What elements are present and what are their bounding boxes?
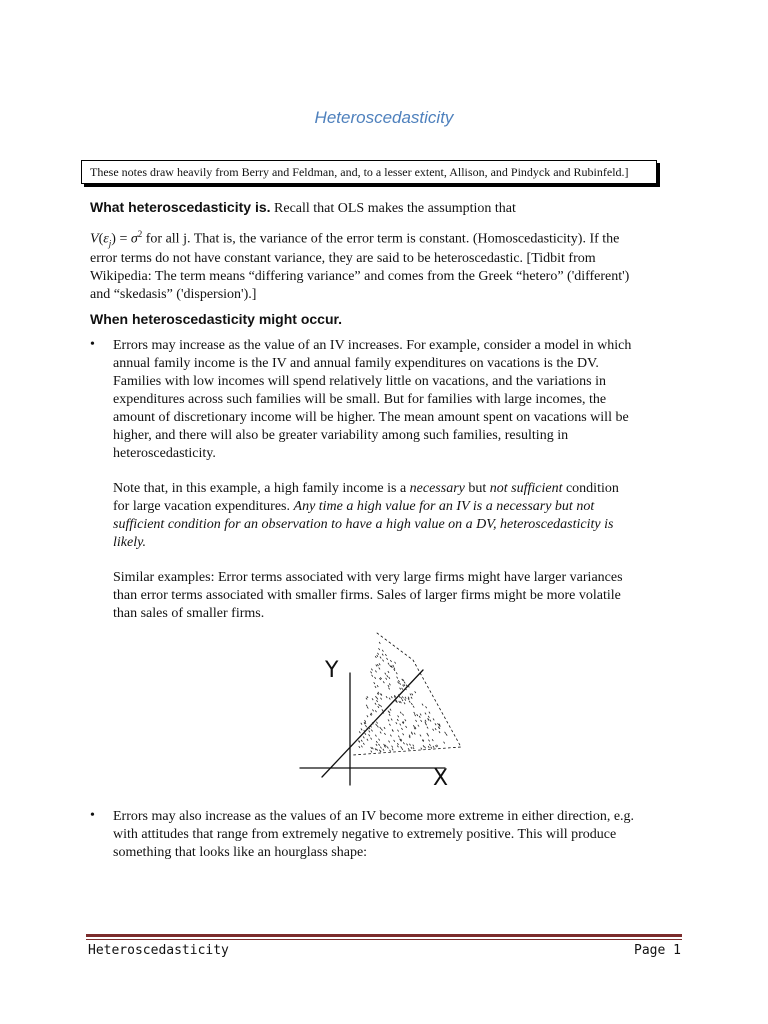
scatter-dot [379, 739, 380, 741]
scatter-dot [375, 748, 376, 750]
scatter-dot [389, 688, 390, 690]
bullet-1-line: expenditures across such families will be small. But for families with large incomes, the [113, 392, 607, 407]
scatter-dot [376, 665, 377, 667]
scatter-dot [410, 694, 411, 696]
scatter-dot [375, 703, 376, 705]
scatter-dot [413, 706, 414, 708]
scatter-dot [374, 682, 375, 684]
necessary-note [113, 480, 673, 552]
similar-examples [113, 569, 673, 623]
scatter-dot [380, 727, 381, 729]
scatter-dot [382, 709, 383, 711]
scatter-dot [378, 706, 379, 708]
formula-epsilon: ε [103, 231, 109, 247]
scatter-dot [408, 686, 409, 688]
scatter-dot [375, 677, 376, 679]
scatter-dot [380, 677, 381, 679]
scatter-dot [371, 747, 372, 749]
scatter-dot [415, 714, 416, 716]
scatter-dot [365, 733, 366, 735]
scatter-dot [433, 746, 434, 748]
scatter-dot [380, 698, 381, 700]
scatter-dot [383, 681, 384, 683]
scatter-dot [380, 732, 381, 734]
scatter-dot [430, 720, 431, 722]
scatter-dot [370, 726, 371, 728]
scatter-dot [390, 735, 391, 737]
scatter-dot [392, 729, 393, 731]
scatter-dot [371, 751, 372, 753]
scatter-dot [414, 712, 415, 714]
scatter-dot [429, 744, 430, 746]
footer-rule [86, 934, 682, 937]
scatter-dot [382, 654, 383, 656]
scatter-dot [399, 739, 400, 741]
scatter-dot [369, 731, 370, 733]
scatter-dot [359, 731, 360, 733]
scatter-dot [390, 660, 391, 662]
scatter-dot [409, 744, 410, 746]
scatter-dot [446, 734, 447, 736]
scatter-dot [392, 746, 393, 748]
scatter-dot [427, 727, 428, 729]
scatter-dot [396, 672, 397, 674]
note-emphasis: necessary [409, 481, 465, 496]
scatter-dot [385, 654, 386, 656]
scatter-dot [413, 747, 414, 749]
formula-sigma: σ [130, 231, 138, 247]
scatter-dot [367, 696, 368, 698]
scatter-dot [384, 733, 385, 735]
note-text: Note that, in this example, a high family income is a [113, 481, 410, 496]
scatter-dot [412, 693, 413, 695]
scatter-dot [404, 684, 405, 686]
scatter-dot [359, 746, 360, 748]
scatter-dot [439, 731, 440, 733]
note-text: condition [562, 481, 619, 496]
scatter-dot [395, 662, 396, 664]
scatter-dot [413, 725, 414, 727]
scatter-dot [379, 668, 380, 670]
scatter-dot [389, 741, 390, 743]
heading-what-is: What heteroscedasticity is. [90, 199, 271, 215]
scatter-dot [417, 714, 418, 716]
scatter-dot [433, 729, 434, 731]
scatter-dot [397, 730, 398, 732]
scatter-dot [383, 749, 384, 751]
note-line [113, 516, 673, 534]
scatter-dot [406, 726, 407, 728]
scatter-dot [375, 656, 376, 658]
scatter-dot [390, 750, 391, 752]
scatter-dot [439, 727, 440, 729]
source-note-box: These notes draw heavily from Berry and Feldman, and, to a lesser extent, Allison, and Pindyck and Rubinfeld.] [81, 160, 657, 184]
scatter-dot [384, 744, 385, 746]
scatter-dot [423, 745, 424, 747]
bullet-1-line: amount of discretionary income will be higher. The mean amount spent on vacations will be [113, 410, 629, 425]
bullet-1-line: annual family income is the IV and annual family expenditures on vacations is the DV. [113, 356, 599, 371]
scatter-dot [437, 745, 438, 747]
scatter-dot [390, 665, 391, 667]
scatter-dot [394, 740, 395, 742]
scatter-dot [358, 741, 359, 743]
scatter-dot [375, 710, 376, 712]
scatter-dot [418, 725, 419, 727]
scatter-dot [365, 725, 366, 727]
scatter-dot [402, 696, 403, 698]
scatter-dot [377, 685, 378, 687]
section-what [90, 198, 516, 218]
bullet-1-line: higher, and there will also be greater variability among such families, resulting in [113, 428, 569, 443]
scatter-dot [383, 660, 384, 662]
section-what-line4: Wikipedia: The term means “differing variance” and comes from the Greek “hetero” ('different') [90, 269, 630, 284]
scatter-dot [376, 749, 377, 751]
scatter-dot [361, 740, 362, 742]
scatter-dot [403, 733, 404, 735]
scatter-dot [372, 709, 373, 711]
scatter-dot [377, 726, 378, 728]
scatter-dot [422, 704, 423, 706]
scatter-dot [435, 745, 436, 747]
scatter-dot [421, 720, 422, 722]
scatter-dot [388, 719, 389, 721]
scatter-dot [375, 671, 376, 673]
formula-line-rest: for all j. That is, the variance of the error term is constant. (Homoscedasticity). If the [142, 231, 620, 247]
scatter-dot [361, 728, 362, 730]
bullet-2-line: something that looks like an hourglass shape: [113, 845, 368, 860]
scatter-dot [377, 698, 378, 700]
x-axis-label: X [433, 766, 449, 790]
scatter-dot [425, 720, 426, 722]
formula-line [90, 225, 619, 252]
section-what-line3: error terms do not have constant variance, they are said to be heteroscedastic. [Tidbit from [90, 251, 596, 266]
note-line [113, 534, 673, 552]
scatter-dot [402, 714, 403, 716]
scatter-dot [363, 736, 364, 738]
bullet-2-icon: • [90, 808, 95, 823]
footer-title: Heteroscedasticity [88, 943, 229, 958]
scatter-dot [388, 685, 389, 687]
scatter-dot [391, 696, 392, 698]
scatter-dot [427, 733, 428, 735]
scatter-dot [385, 673, 386, 675]
scatter-dot [380, 657, 381, 659]
bullet-1-line: Families with low incomes will spend relatively little on vacations, and the variations in [113, 374, 607, 389]
scatter-dot [370, 671, 371, 673]
scatter-dot [431, 747, 432, 749]
page-title: Heteroscedasticity [314, 108, 454, 127]
scatter-dot [389, 711, 390, 713]
scatter-dot [435, 728, 436, 730]
scatter-dot [393, 665, 394, 667]
similar-line: than error terms associated with smaller firms. Sales of larger firms might be more volatile [113, 588, 621, 603]
scatter-dot [380, 747, 381, 749]
bullet-1-line: Errors may increase as the value of an IV increases. For example, consider a model in which [113, 338, 632, 353]
scatter-dot [397, 677, 398, 679]
scatter-dot [401, 728, 402, 730]
scatter-dot [389, 714, 390, 716]
scatter-dot [361, 723, 362, 725]
scatter-dot [366, 698, 367, 700]
scatter-dot [369, 734, 370, 736]
scatter-dot [397, 743, 398, 745]
note-emphasis: not sufficient [489, 481, 563, 496]
note-text: but [464, 481, 490, 496]
scatter-dot [402, 699, 403, 701]
scatter-dot [371, 738, 372, 740]
scatter-dot [389, 683, 390, 685]
scatter-dot [400, 688, 401, 690]
scatter-dot [438, 723, 439, 725]
section-what-line5: and “skedasis” ('dispersion').] [90, 287, 257, 302]
scatter-dot [401, 746, 402, 748]
scatter-dot [384, 746, 385, 748]
note-text: for large vacation expenditures. [113, 499, 294, 514]
scatter-dot [369, 727, 370, 729]
scatter-dot [380, 750, 381, 752]
section-what-lead: Recall that OLS makes the assumption that [270, 201, 516, 216]
scatter-dot [398, 715, 399, 717]
bullet-1-icon: • [90, 337, 95, 352]
bullet-2-line: Errors may also increase as the values of an IV become more extreme in either direction, e.g. [113, 809, 635, 824]
scatter-dot [398, 680, 399, 682]
scatter-dot [389, 677, 390, 679]
scatter-dot [420, 735, 421, 737]
note-line [113, 498, 673, 516]
scatter-dot [380, 705, 381, 707]
scatter-dot [398, 736, 399, 738]
scatter-dot [376, 741, 377, 743]
scatter-dot [424, 747, 425, 749]
scatter-dot [382, 650, 383, 652]
scatter-dot [372, 675, 373, 677]
formula-sup-2: 2 [137, 229, 143, 239]
scatter-dot [375, 696, 376, 698]
scatter-dot [408, 748, 409, 750]
scatter-dot [377, 655, 378, 657]
scatter-dot [406, 744, 407, 746]
scatter-dot [411, 747, 412, 749]
scatter-dot [428, 716, 429, 718]
scatter-dot [405, 697, 406, 699]
note-emphasis: likely. [113, 535, 147, 550]
scatter-dot [391, 719, 392, 721]
scatter-dot [367, 707, 368, 709]
scatter-dot [406, 685, 407, 687]
scatter-dot [385, 745, 386, 747]
scatter-dot [396, 722, 397, 724]
scatter-dot [421, 748, 422, 750]
scatter-dot [366, 705, 367, 707]
scatter-sketch-figure [295, 625, 470, 790]
similar-line: than sales of smaller firms. [113, 606, 265, 621]
scatter-dot [388, 663, 389, 665]
scatter-dot [376, 744, 377, 746]
scatter-dot [405, 719, 406, 721]
scatter-dot [379, 678, 380, 680]
scatter-dot [367, 739, 368, 741]
scatter-dot [403, 685, 404, 687]
scatter-dot [401, 697, 402, 699]
scatter-dot [372, 698, 373, 700]
note-emphasis: sufficient condition for an observation to have a high value on a DV, heteroscedasticity is [113, 517, 614, 532]
scatter-dot [400, 724, 401, 726]
scatter-dot [445, 732, 446, 734]
bullet-1-line: heteroscedasticity. [113, 446, 216, 461]
scatter-dot [398, 682, 399, 684]
similar-line: Similar examples: Error terms associated with very large firms might have larger variances [113, 570, 623, 585]
scatter-dot [397, 745, 398, 747]
scatter-dot [399, 701, 400, 703]
formula-open: ( [98, 231, 104, 247]
scatter-dot [389, 698, 390, 700]
scatter-dot [435, 723, 436, 725]
scatter-dot [389, 724, 390, 726]
heading-when-occur: When heteroscedasticity might occur. [90, 311, 343, 327]
scatter-outline [353, 633, 461, 755]
scatter-dot [429, 712, 430, 714]
bullet-2-text [113, 808, 673, 862]
scatter-dot [415, 691, 416, 693]
scatter-dot [377, 653, 378, 655]
scatter-dot [400, 701, 401, 703]
scatter-dot [411, 703, 412, 705]
scatter-dot [433, 719, 434, 721]
scatter-dot [420, 714, 421, 716]
scatter-dot [378, 744, 379, 746]
formula-close: ) = [111, 231, 131, 247]
scatter-dot [361, 746, 362, 748]
scatter-dot [388, 671, 389, 673]
footer-rule-thin [86, 939, 682, 940]
scatter-dot [387, 675, 388, 677]
scatter-dot [372, 747, 373, 749]
scatter-dot [377, 664, 378, 666]
scatter-dot [400, 712, 401, 714]
scatter-dot [402, 748, 403, 750]
bullet-1-text [113, 337, 673, 463]
scatter-dot [411, 697, 412, 699]
scatter-dot [404, 702, 405, 704]
scatter-dot [428, 746, 429, 748]
scatter-dot [444, 742, 445, 744]
scatter-dot [386, 658, 387, 660]
scatter-dot [416, 720, 417, 722]
scatter-dot [387, 747, 388, 749]
scatter-dot [375, 686, 376, 688]
formula-v: V [90, 231, 99, 247]
scatter-dot [371, 669, 372, 671]
scatter-dot [414, 733, 415, 735]
scatter-dot [432, 739, 433, 741]
scatter-dot [405, 699, 406, 701]
scatter-dot [426, 706, 427, 708]
scatter-dot [425, 723, 426, 725]
scatter-dot [404, 682, 405, 684]
scatter-dot [428, 740, 429, 742]
scatter-dot [425, 713, 426, 715]
scatter-dot [402, 679, 403, 681]
scatter-dot [399, 683, 400, 685]
scatter-dot [376, 700, 377, 702]
scatter-dot [390, 709, 391, 711]
scatter-dots [358, 642, 447, 752]
scatter-dot [384, 727, 385, 729]
scatter-dot [365, 720, 366, 722]
page-number: Page 1 [634, 943, 681, 958]
scatter-dot [419, 716, 420, 718]
y-axis-label: Y [325, 658, 339, 683]
scatter-dot [386, 678, 387, 680]
scatter-dot [413, 745, 414, 747]
scatter-dot [363, 743, 364, 745]
scatter-dot [428, 718, 429, 720]
scatter-dot [376, 722, 377, 724]
bullet-2-line: with attitudes that range from extremely negative to extremely positive. This will produce [113, 827, 617, 842]
note-line [113, 480, 673, 498]
scatter-dot [367, 715, 368, 717]
scatter-dot [371, 730, 372, 732]
scatter-dot [379, 663, 380, 665]
scatter-dot [386, 696, 387, 698]
scatter-dot [375, 735, 376, 737]
scatter-dot [403, 742, 404, 744]
scatter-dot [378, 648, 379, 650]
formula-sub-j: j [108, 238, 112, 249]
note-emphasis: Any time a high value for an IV is a necessary but not [293, 499, 595, 514]
scatter-dot [397, 719, 398, 721]
scatter-dot [381, 729, 382, 731]
scatter-dot [379, 642, 380, 644]
scatter-dot [409, 701, 410, 703]
scatter-dot [376, 724, 377, 726]
scatter-dot [392, 749, 393, 751]
scatter-dot [425, 722, 426, 724]
scatter-dot [379, 704, 380, 706]
scatter-dot [402, 688, 403, 690]
